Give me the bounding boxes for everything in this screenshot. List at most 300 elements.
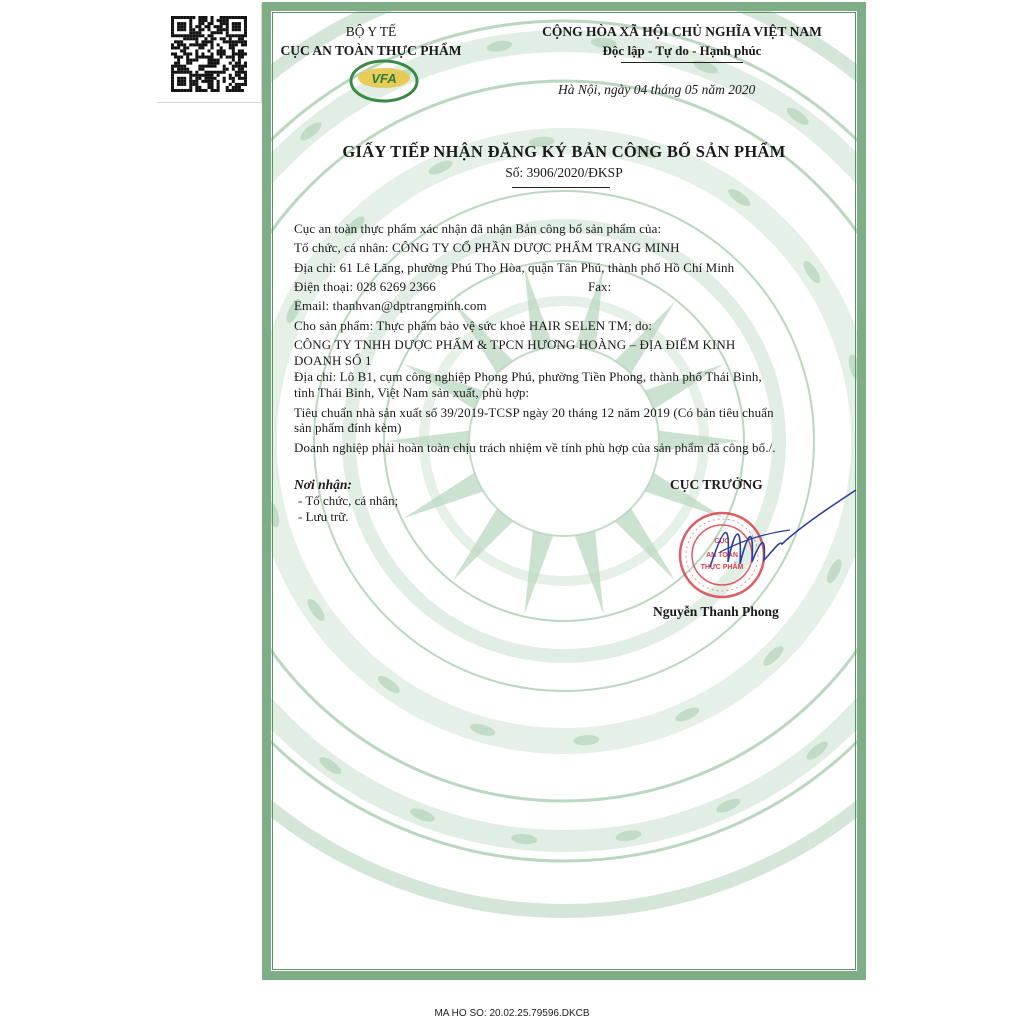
- qr-module: [180, 40, 183, 43]
- qr-module: [223, 28, 226, 31]
- svg-text:AN TOÀN: AN TOÀN: [706, 552, 738, 559]
- qr-module: [183, 65, 186, 68]
- qr-module: [186, 89, 189, 92]
- country-name: CỘNG HÒA XÃ HỘI CHỦ NGHĨA VIỆT NAM: [542, 24, 822, 39]
- qr-module: [198, 89, 201, 92]
- qr-module: [192, 31, 195, 34]
- body-line-11: Tiêu chuẩn nhà sản xuất số 39/2019-TCSP ngày 20 tháng 12 năm 2019 (Có bản tiêu chuẩn: [294, 405, 774, 420]
- qr-module: [238, 37, 241, 40]
- qr-module: [198, 46, 201, 49]
- qr-module: [232, 77, 235, 80]
- qr-module: [244, 19, 247, 22]
- qr-module: [180, 56, 183, 59]
- qr-module: [241, 83, 244, 86]
- qr-module: [201, 80, 204, 83]
- qr-module: [171, 83, 174, 86]
- qr-module: [189, 59, 192, 62]
- qr-module: [195, 71, 198, 74]
- qr-module: [238, 74, 241, 77]
- qr-module: [238, 65, 241, 68]
- national-motto: Độc lập - Tự do - Hạnh phúc: [602, 43, 762, 58]
- qr-module: [183, 46, 186, 49]
- qr-module: [241, 52, 244, 55]
- qr-module: [217, 71, 220, 74]
- recipients-heading: Nơi nhận:: [294, 477, 352, 492]
- ministry-name: BỘ Y TẾ: [345, 24, 397, 39]
- signer-name: Nguyễn Thanh Phong: [653, 604, 779, 619]
- qr-module: [235, 89, 238, 92]
- qr-code: [157, 4, 262, 103]
- qr-module: [229, 34, 232, 37]
- qr-module: [217, 89, 220, 92]
- qr-module: [238, 86, 241, 89]
- qr-module: [232, 22, 235, 25]
- qr-module: [177, 34, 180, 37]
- qr-module: [171, 19, 174, 22]
- handwritten-signature: [700, 482, 860, 582]
- qr-module: [235, 22, 238, 25]
- qr-module: [232, 40, 235, 43]
- body-line-6: Cho sản phẩm: Thực phẩm bảo vệ sức khoẻ HAIR SELEN TM; do:: [294, 318, 653, 333]
- qr-module: [244, 31, 247, 34]
- qr-module: [171, 86, 174, 89]
- qr-module: [204, 77, 207, 80]
- qr-module: [226, 31, 229, 34]
- qr-module: [183, 68, 186, 71]
- qr-module: [244, 74, 247, 77]
- qr-module: [204, 89, 207, 92]
- qr-module: [244, 65, 247, 68]
- qr-module: [244, 80, 247, 83]
- qr-module: [207, 56, 210, 59]
- phone-line: Điện thoại: 028 6269 2366: [294, 279, 436, 294]
- qr-module: [183, 28, 186, 31]
- qr-module: [211, 83, 214, 86]
- qr-module: [186, 62, 189, 65]
- qr-module: [189, 25, 192, 28]
- qr-module: [244, 16, 247, 19]
- qr-module: [195, 40, 198, 43]
- qr-module: [207, 25, 210, 28]
- qr-module: [171, 25, 174, 28]
- qr-module: [171, 46, 174, 49]
- qr-module: [177, 22, 180, 25]
- qr-module: [198, 68, 201, 71]
- qr-module: [244, 62, 247, 65]
- qr-module: [183, 80, 186, 83]
- qr-module: [214, 62, 217, 65]
- qr-module: [198, 16, 201, 19]
- qr-module: [171, 34, 174, 37]
- qr-module: [204, 19, 207, 22]
- qr-module: [214, 65, 217, 68]
- qr-module: [226, 86, 229, 89]
- qr-module: [223, 37, 226, 40]
- qr-module: [207, 49, 210, 52]
- qr-module: [171, 89, 174, 92]
- document-number: Số: 3906/2020/ĐKSP: [505, 165, 623, 180]
- qr-module: [171, 43, 174, 46]
- qr-module: [183, 52, 186, 55]
- qr-module: [232, 52, 235, 55]
- qr-module: [171, 52, 174, 55]
- qr-module: [198, 56, 201, 59]
- qr-module: [183, 37, 186, 40]
- recipient-item-1: - Tổ chức, cá nhân;: [298, 493, 399, 508]
- qr-module: [189, 22, 192, 25]
- qr-module: [186, 59, 189, 62]
- body-line-1: Cục an toàn thực phẩm xác nhận đã nhận Bản công bố sản phẩm của:: [294, 221, 662, 236]
- qr-module: [192, 43, 195, 46]
- qr-module: [238, 59, 241, 62]
- qr-module: [235, 25, 238, 28]
- qr-module: [211, 31, 214, 34]
- qr-module: [238, 22, 241, 25]
- qr-module: [201, 68, 204, 71]
- qr-module: [229, 77, 232, 80]
- qr-module: [177, 25, 180, 28]
- qr-module: [211, 74, 214, 77]
- certificate-document: [262, 2, 866, 980]
- qr-module: [192, 83, 195, 86]
- qr-module: [235, 65, 238, 68]
- qr-module: [207, 74, 210, 77]
- qr-module: [244, 22, 247, 25]
- qr-module: [186, 56, 189, 59]
- qr-module: [220, 19, 223, 22]
- qr-module: [226, 56, 229, 59]
- qr-module: [180, 68, 183, 71]
- svg-text:CỤC: CỤC: [714, 538, 730, 545]
- qr-module: [235, 16, 238, 19]
- qr-module: [211, 40, 214, 43]
- qr-module: [171, 28, 174, 31]
- motto-underline: [621, 62, 743, 63]
- qr-module: [229, 74, 232, 77]
- qr-module: [235, 83, 238, 86]
- qr-module: [171, 77, 174, 80]
- qr-module: [244, 52, 247, 55]
- qr-module: [180, 80, 183, 83]
- qr-module: [214, 37, 217, 40]
- qr-module: [195, 74, 198, 77]
- qr-module: [180, 43, 183, 46]
- qr-module: [232, 43, 235, 46]
- qr-module: [204, 74, 207, 77]
- qr-module: [183, 71, 186, 74]
- qr-module: [186, 46, 189, 49]
- qr-module: [180, 25, 183, 28]
- qr-module: [174, 56, 177, 59]
- qr-module: [238, 40, 241, 43]
- qr-module: [195, 43, 198, 46]
- qr-module: [198, 65, 201, 68]
- qr-module: [232, 56, 235, 59]
- qr-module: [189, 34, 192, 37]
- recipient-item-2: - Lưu trữ.: [298, 509, 349, 524]
- qr-module: [229, 46, 232, 49]
- qr-module: [226, 22, 229, 25]
- qr-module: [198, 22, 201, 25]
- qr-module: [220, 25, 223, 28]
- qr-module: [174, 16, 177, 19]
- qr-module: [241, 49, 244, 52]
- qr-module: [189, 16, 192, 19]
- qr-module: [204, 71, 207, 74]
- qr-module: [220, 28, 223, 31]
- qr-module: [226, 19, 229, 22]
- qr-module: [201, 22, 204, 25]
- qr-module: [220, 71, 223, 74]
- qr-module: [177, 77, 180, 80]
- qr-module: [241, 16, 244, 19]
- qr-module: [235, 86, 238, 89]
- qr-module: [229, 37, 232, 40]
- qr-module: [186, 16, 189, 19]
- qr-module: [238, 68, 241, 71]
- qr-module: [201, 74, 204, 77]
- qr-module: [195, 56, 198, 59]
- qr-module: [189, 71, 192, 74]
- qr-module: [198, 34, 201, 37]
- qr-module: [223, 77, 226, 80]
- qr-module: [232, 59, 235, 62]
- qr-module: [238, 16, 241, 19]
- qr-module: [211, 71, 214, 74]
- qr-module: [238, 34, 241, 37]
- qr-module: [195, 80, 198, 83]
- qr-module: [171, 16, 174, 19]
- qr-module: [171, 31, 174, 34]
- qr-module: [223, 65, 226, 68]
- qr-module: [177, 56, 180, 59]
- title-underline: [512, 187, 610, 188]
- qr-module: [244, 40, 247, 43]
- qr-module: [177, 65, 180, 68]
- qr-module: [220, 52, 223, 55]
- qr-module: [177, 89, 180, 92]
- qr-module: [198, 77, 201, 80]
- qr-module: [217, 43, 220, 46]
- qr-module: [235, 62, 238, 65]
- qr-module: [235, 74, 238, 77]
- body-line-9: Địa chỉ: Lô B1, cụm công nghiệp Phong Phú, phường Tiền Phong, thành phố Thái Bình,: [294, 369, 762, 384]
- qr-module: [177, 16, 180, 19]
- qr-module: [204, 40, 207, 43]
- qr-module: [201, 19, 204, 22]
- qr-module: [201, 89, 204, 92]
- qr-module: [183, 34, 186, 37]
- qr-module: [195, 37, 198, 40]
- qr-module: [217, 52, 220, 55]
- qr-module: [238, 71, 241, 74]
- qr-module: [174, 65, 177, 68]
- qr-module: [241, 56, 244, 59]
- qr-module: [229, 40, 232, 43]
- qr-module: [189, 89, 192, 92]
- qr-module: [180, 34, 183, 37]
- qr-module: [211, 19, 214, 22]
- qr-module: [211, 22, 214, 25]
- qr-module: [241, 37, 244, 40]
- qr-module: [195, 34, 198, 37]
- qr-module: [180, 83, 183, 86]
- qr-module: [214, 59, 217, 62]
- qr-module: [214, 89, 217, 92]
- qr-module: [177, 43, 180, 46]
- body-line-7: CÔNG TY TNHH DƯỢC PHẨM & TPCN HƯƠNG HOÀNG – ĐỊA ĐIỂM KINH: [294, 337, 736, 352]
- qr-module: [186, 71, 189, 74]
- qr-module: [189, 74, 192, 77]
- qr-module: [217, 59, 220, 62]
- qr-module: [238, 62, 241, 65]
- qr-module: [211, 65, 214, 68]
- qr-module: [198, 25, 201, 28]
- qr-module: [204, 43, 207, 46]
- body-line-8: DOANH SỐ 1: [294, 353, 372, 368]
- qr-module: [204, 37, 207, 40]
- qr-module: [180, 71, 183, 74]
- qr-module: [217, 80, 220, 83]
- qr-module: [232, 89, 235, 92]
- qr-module: [183, 43, 186, 46]
- qr-module: [171, 74, 174, 77]
- qr-module: [235, 34, 238, 37]
- qr-module: [183, 77, 186, 80]
- qr-module: [192, 28, 195, 31]
- qr-module: [241, 43, 244, 46]
- qr-module: [220, 49, 223, 52]
- body-line-12: sản phẩm đính kèm): [294, 420, 402, 435]
- qr-module: [189, 77, 192, 80]
- qr-module: [189, 86, 192, 89]
- qr-module: [244, 83, 247, 86]
- qr-module: [244, 28, 247, 31]
- qr-module: [186, 34, 189, 37]
- qr-module: [195, 83, 198, 86]
- qr-module: [211, 46, 214, 49]
- vfa-logo-text: VFA: [371, 71, 397, 86]
- qr-module: [241, 34, 244, 37]
- qr-module: [220, 22, 223, 25]
- qr-module: [211, 43, 214, 46]
- qr-module: [189, 52, 192, 55]
- qr-module: [211, 56, 214, 59]
- qr-module: [229, 16, 232, 19]
- qr-module: [207, 40, 210, 43]
- qr-module: [232, 86, 235, 89]
- qr-module: [186, 68, 189, 71]
- qr-module: [226, 40, 229, 43]
- qr-module: [174, 89, 177, 92]
- qr-module: [238, 49, 241, 52]
- qr-module: [204, 80, 207, 83]
- qr-module: [177, 71, 180, 74]
- qr-module: [211, 77, 214, 80]
- qr-module: [241, 71, 244, 74]
- qr-module: [189, 31, 192, 34]
- qr-module: [211, 80, 214, 83]
- qr-module: [244, 77, 247, 80]
- qr-module: [198, 74, 201, 77]
- qr-module: [201, 28, 204, 31]
- qr-module: [192, 74, 195, 77]
- qr-module: [207, 83, 210, 86]
- qr-module: [223, 71, 226, 74]
- qr-module: [207, 77, 210, 80]
- qr-module: [201, 56, 204, 59]
- qr-module: [183, 16, 186, 19]
- qr-module: [211, 52, 214, 55]
- document-title: GIẤY TIẾP NHẬN ĐĂNG KÝ BẢN CÔNG BỐ SẢN PHẨM: [342, 142, 786, 161]
- qr-module: [229, 89, 232, 92]
- qr-module: [238, 77, 241, 80]
- qr-module: [192, 34, 195, 37]
- qr-module: [235, 71, 238, 74]
- qr-module: [226, 16, 229, 19]
- qr-module: [220, 37, 223, 40]
- body-line-13: Doanh nghiệp phải hoàn toàn chịu trách nhiệm về tính phù hợp của sản phẩm đã công bố./.: [294, 440, 776, 455]
- qr-module: [195, 77, 198, 80]
- qr-module: [177, 46, 180, 49]
- qr-module: [189, 28, 192, 31]
- qr-module: [238, 83, 241, 86]
- qr-module: [217, 83, 220, 86]
- qr-module: [223, 22, 226, 25]
- qr-module: [207, 34, 210, 37]
- qr-module: [226, 25, 229, 28]
- qr-module: [186, 52, 189, 55]
- qr-module: [235, 52, 238, 55]
- qr-module: [204, 65, 207, 68]
- qr-module: [235, 28, 238, 31]
- body-line-2: Tổ chức, cá nhân: CÔNG TY CỔ PHẦN DƯỢC PHẨM TRANG MINH: [294, 240, 680, 255]
- qr-module: [223, 52, 226, 55]
- qr-module: [217, 86, 220, 89]
- qr-module: [180, 89, 183, 92]
- qr-module: [174, 71, 177, 74]
- qr-module: [192, 80, 195, 83]
- qr-module: [232, 80, 235, 83]
- qr-module: [192, 59, 195, 62]
- qr-module: [177, 28, 180, 31]
- qr-module: [183, 89, 186, 92]
- body-line-3: Địa chỉ: 61 Lê Lăng, phường Phú Thọ Hòa, quận Tân Phú, thành phố Hồ Chí Minh: [294, 260, 735, 275]
- qr-module: [217, 31, 220, 34]
- qr-code-graphic: [171, 16, 247, 92]
- qr-module: [204, 25, 207, 28]
- qr-module: [180, 77, 183, 80]
- qr-module: [198, 28, 201, 31]
- qr-module: [217, 74, 220, 77]
- qr-module: [177, 83, 180, 86]
- qr-module: [189, 83, 192, 86]
- qr-module: [207, 62, 210, 65]
- qr-module: [201, 43, 204, 46]
- vfa-logo-icon: [348, 58, 420, 104]
- qr-module: [180, 28, 183, 31]
- qr-module: [214, 71, 217, 74]
- qr-module: [241, 65, 244, 68]
- qr-module: [232, 49, 235, 52]
- dossier-code: MA HO SO: 20.02.25.79596.DKCB: [434, 1008, 590, 1019]
- qr-module: [207, 80, 210, 83]
- qr-module: [223, 68, 226, 71]
- agency-name: CỤC AN TOÀN THỰC PHẨM: [280, 43, 462, 58]
- qr-module: [207, 65, 210, 68]
- qr-module: [211, 89, 214, 92]
- qr-module: [238, 52, 241, 55]
